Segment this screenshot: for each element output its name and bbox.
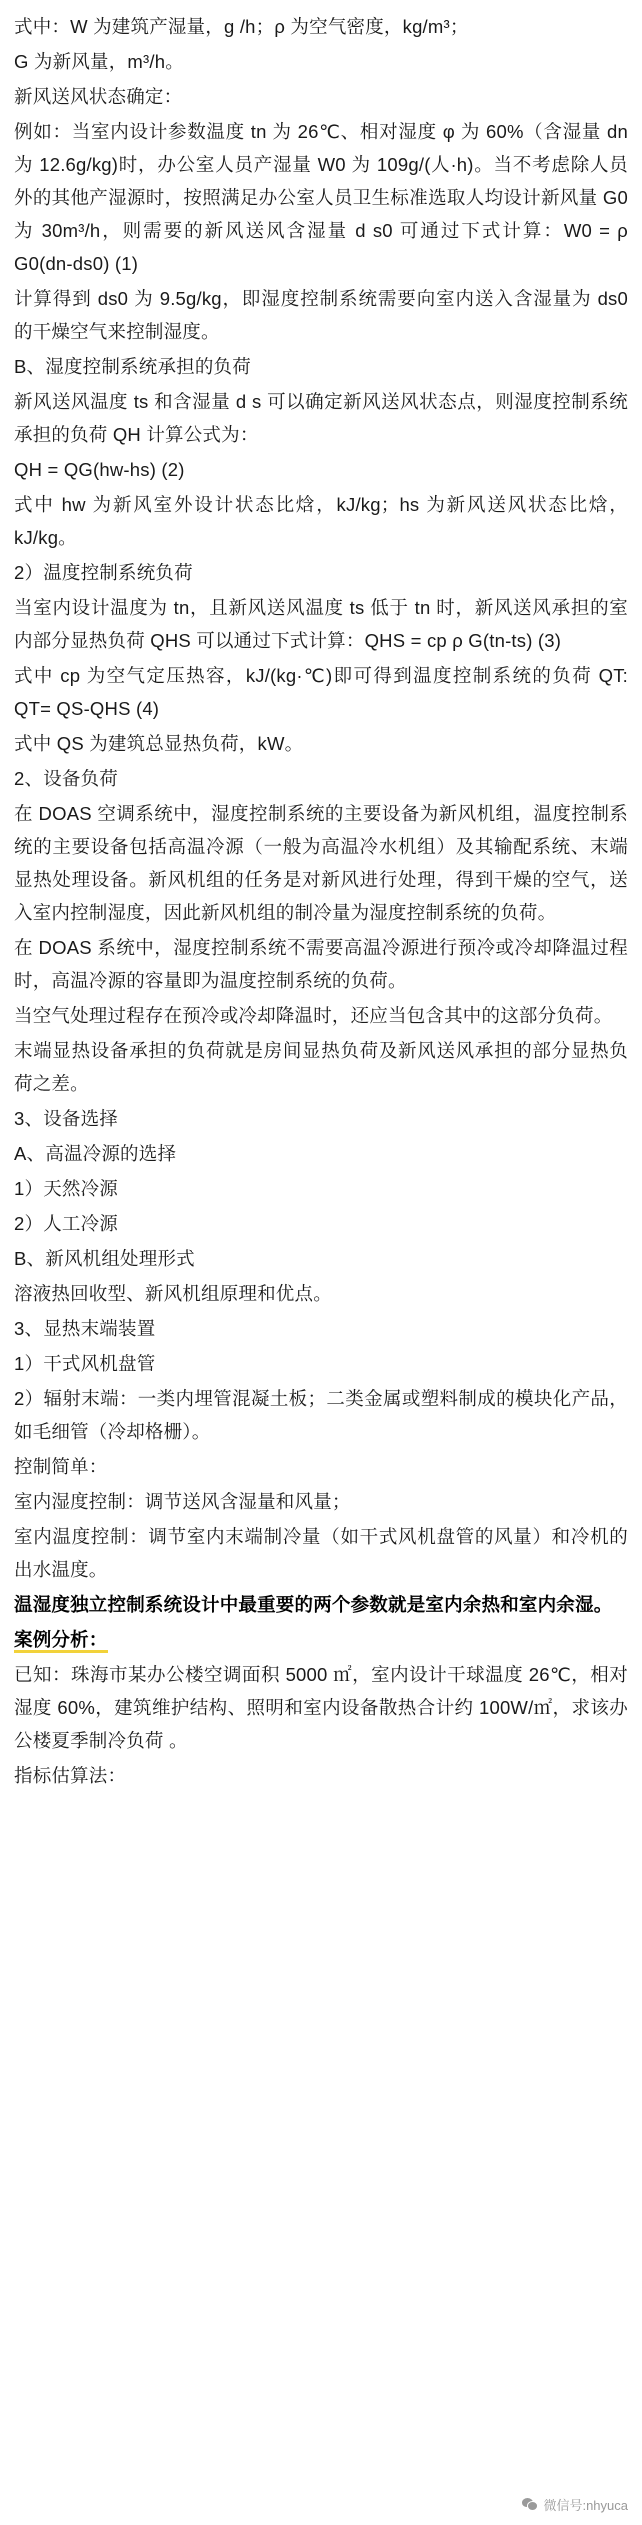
- paragraph: 新风送风状态确定：: [14, 86, 183, 107]
- paragraph: 在 DOAS 空调系统中，湿度控制系统的主要设备为新风机组，温度控制系统的主要设备包括高温冷源（一般为高温冷水机组）及其输配系统、末端显热处理设备。新风机组的任务是对新风进行处理，得到干燥的空气，送入室内控制湿度，因此新风机组的制冷量为湿度控制系统的负荷。: [14, 803, 628, 923]
- wechat-watermark: [522, 2495, 628, 2514]
- paragraph: A、高温冷源的选择: [14, 1143, 177, 1164]
- paragraph: 1）天然冷源: [14, 1178, 118, 1199]
- paragraph: 2、设备负荷: [14, 768, 118, 789]
- paragraph: B、湿度控制系统承担的负荷: [14, 356, 251, 377]
- key-parameters-statement: 温湿度独立控制系统设计中最重要的两个参数就是室内余热和室内余湿。: [14, 1594, 613, 1615]
- paragraph: 在 DOAS 系统中，湿度控制系统不需要高温冷源进行预冷或冷却降温过程时，高温冷源的容量即为温度控制系统的负荷。: [14, 937, 628, 991]
- wechat-icon: [522, 2498, 538, 2511]
- paragraph: 3、显热末端装置: [14, 1318, 156, 1339]
- paragraph: 2）人工冷源: [14, 1213, 118, 1234]
- paragraph: 控制简单：: [14, 1456, 108, 1477]
- paragraph: 1）干式风机盘管: [14, 1353, 156, 1374]
- paragraph: 室内温度控制：调节室内末端制冷量（如干式风机盘管的风量）和冷机的出水温度。: [14, 1526, 628, 1580]
- paragraph: QH = QG(hw-hs) (2): [14, 459, 185, 480]
- paragraph: 3、设备选择: [14, 1108, 118, 1129]
- paragraph: 式中 hw 为新风室外设计状态比焓，kJ/kg；hs 为新风送风状态比焓，kJ/kg。: [14, 494, 628, 548]
- case-analysis-title: 案例分析：: [14, 1629, 108, 1653]
- paragraph: 例如：当室内设计参数温度 tn 为 26℃、相对湿度 φ 为 60%（含湿量 dn 为 12.6g/kg)时，办公室人员产湿量 W0 为 109g/(人·h)。当不考虑除人员外的其他产湿源时，按照满足办公室人员卫生标准选取人均设计新风量 G0 为 30m³/h，则需要的新风送风含湿量 d s0 可通过下式计算：W0 = ρ G0(dn-ds0) (1): [14, 121, 628, 274]
- paragraph: 2）辐射末端：一类内埋管混凝土板；二类金属或塑料制成的模块化产品，如毛细管（冷却格栅）。: [14, 1388, 628, 1442]
- paragraph: 式中 QS 为建筑总显热负荷，kW。: [14, 733, 304, 754]
- case-analysis-heading: [14, 1623, 628, 1656]
- paragraph: 式中 cp 为空气定压热容，kJ/(kg·℃)即可得到温度控制系统的负荷 QT: QT= QS-QHS (4): [14, 665, 628, 719]
- footer: [0, 2489, 642, 2519]
- paragraph: 已知：珠海市某办公楼空调面积 5000 ㎡，室内设计干球温度 26℃，相对湿度 60%，建筑维护结构、照明和室内设备散热合计约 100W/㎡，求该办公楼夏季制冷负荷 。: [14, 1664, 628, 1751]
- paragraph: B、新风机组处理形式: [14, 1248, 195, 1269]
- paragraph: 末端显热设备承担的负荷就是房间显热负荷及新风送风承担的部分显热负荷之差。: [14, 1040, 628, 1094]
- paragraph: 2）温度控制系统负荷: [14, 562, 193, 583]
- paragraph: 溶液热回收型、新风机组原理和优点。: [14, 1283, 332, 1304]
- paragraph: 新风送风温度 ts 和含湿量 d s 可以确定新风送风状态点，则湿度控制系统承担的负荷 QH 计算公式为：: [14, 391, 628, 445]
- paragraph: 当空气处理过程存在预冷或冷却降温时，还应当包含其中的这部分负荷。: [14, 1005, 613, 1026]
- paragraph: 当室内设计温度为 tn，且新风送风温度 ts 低于 tn 时，新风送风承担的室内部分显热负荷 QHS 可以通过下式计算：QHS = cp ρ G(tn-ts) (3): [14, 597, 628, 651]
- paragraph: 式中：W 为建筑产湿量，g /h；ρ 为空气密度，kg/m³；: [14, 16, 469, 37]
- wechat-id-label: 微信号:nhyuca: [543, 2497, 628, 2513]
- paragraph: 室内湿度控制：调节送风含湿量和风量；: [14, 1491, 351, 1512]
- paragraph: G 为新风量，m³/h。: [14, 51, 184, 72]
- paragraph: 计算得到 ds0 为 9.5g/kg，即湿度控制系统需要向室内送入含湿量为 ds0 的干燥空气来控制湿度。: [14, 288, 628, 342]
- paragraph: 指标估算法：: [14, 1765, 127, 1786]
